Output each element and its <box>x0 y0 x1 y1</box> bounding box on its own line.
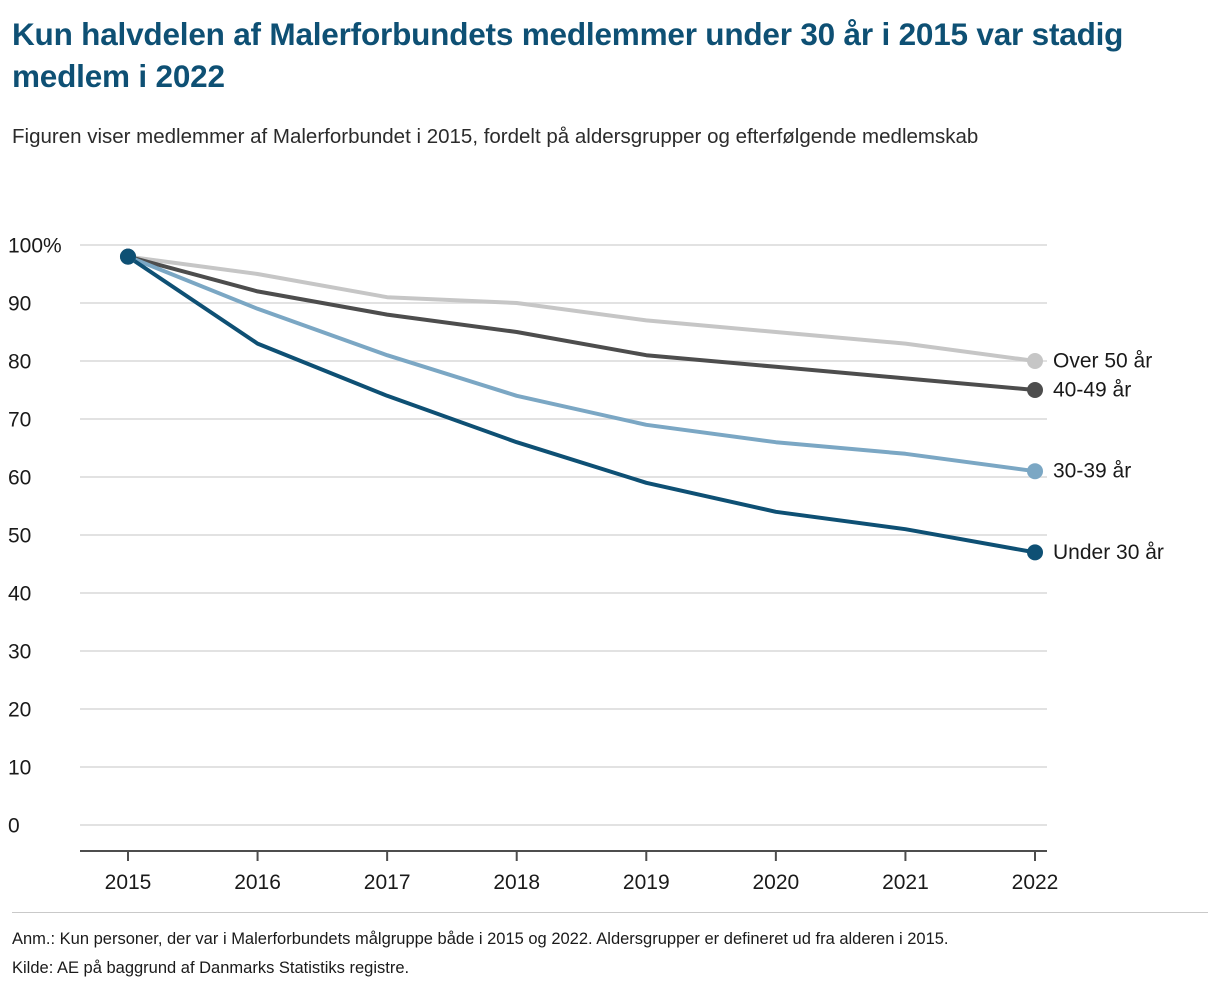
y-axis-tick-label: 60 <box>8 466 32 490</box>
y-axis-tick-label: 50 <box>8 524 32 548</box>
series-end-marker <box>1027 382 1043 398</box>
x-axis-tick-label: 2017 <box>363 871 411 894</box>
chart-source: Kilde: AE på baggrund af Danmarks Statistiks registre. <box>12 958 410 977</box>
chart-note: Anm.: Kun personer, der var i Malerforbundets målgruppe både i 2015 og 2022. Aldersgrupper er defineret ud fra alderen i 2015. <box>12 930 949 948</box>
y-axis-tick-label: 100% <box>8 234 62 258</box>
y-axis-tick-label: 20 <box>8 698 32 722</box>
series-end-marker <box>1027 353 1043 369</box>
chart-subtitle: Figuren viser medlemmer af Malerforbundet i 2015, fordelt på aldersgrupper og efterfølgende medlemskab <box>12 125 979 148</box>
x-axis-tick-label: 2021 <box>882 871 929 894</box>
x-axis-tick-label: 2019 <box>622 871 670 894</box>
line-chart <box>0 205 1220 905</box>
series-label: 40-49 år <box>1053 378 1132 402</box>
x-axis-tick-label: 2016 <box>234 871 281 894</box>
x-axis-tick-label: 2018 <box>493 871 541 894</box>
page-title: Kun halvdelen af Malerforbundets medlemmer under 30 år i 2015 var stadig medlem i 2022 <box>12 16 1124 94</box>
series-line <box>128 257 1035 472</box>
y-axis-tick-label: 90 <box>8 292 32 316</box>
series-start-marker <box>120 249 136 265</box>
chart-plot-area <box>0 205 1220 905</box>
footer-divider <box>12 912 1208 913</box>
y-axis-tick-label: 0 <box>8 814 20 838</box>
series-end-marker <box>1027 544 1043 560</box>
x-axis-tick-label: 2020 <box>752 871 800 894</box>
series-end-marker <box>1027 463 1043 479</box>
y-axis-tick-label: 10 <box>8 756 32 780</box>
chart-footnotes <box>12 925 1212 983</box>
series-line <box>128 257 1035 553</box>
series-label: Over 50 år <box>1053 349 1153 373</box>
y-axis-tick-label: 40 <box>8 582 32 606</box>
y-axis-tick-label: 70 <box>8 408 32 432</box>
x-axis-tick-label: 2015 <box>104 871 152 894</box>
series-label: 30-39 år <box>1053 459 1132 483</box>
y-axis-tick-label: 80 <box>8 350 32 374</box>
y-axis-tick-label: 30 <box>8 640 32 664</box>
series-label: Under 30 år <box>1053 540 1164 564</box>
x-axis-tick-label: 2022 <box>1011 871 1059 894</box>
